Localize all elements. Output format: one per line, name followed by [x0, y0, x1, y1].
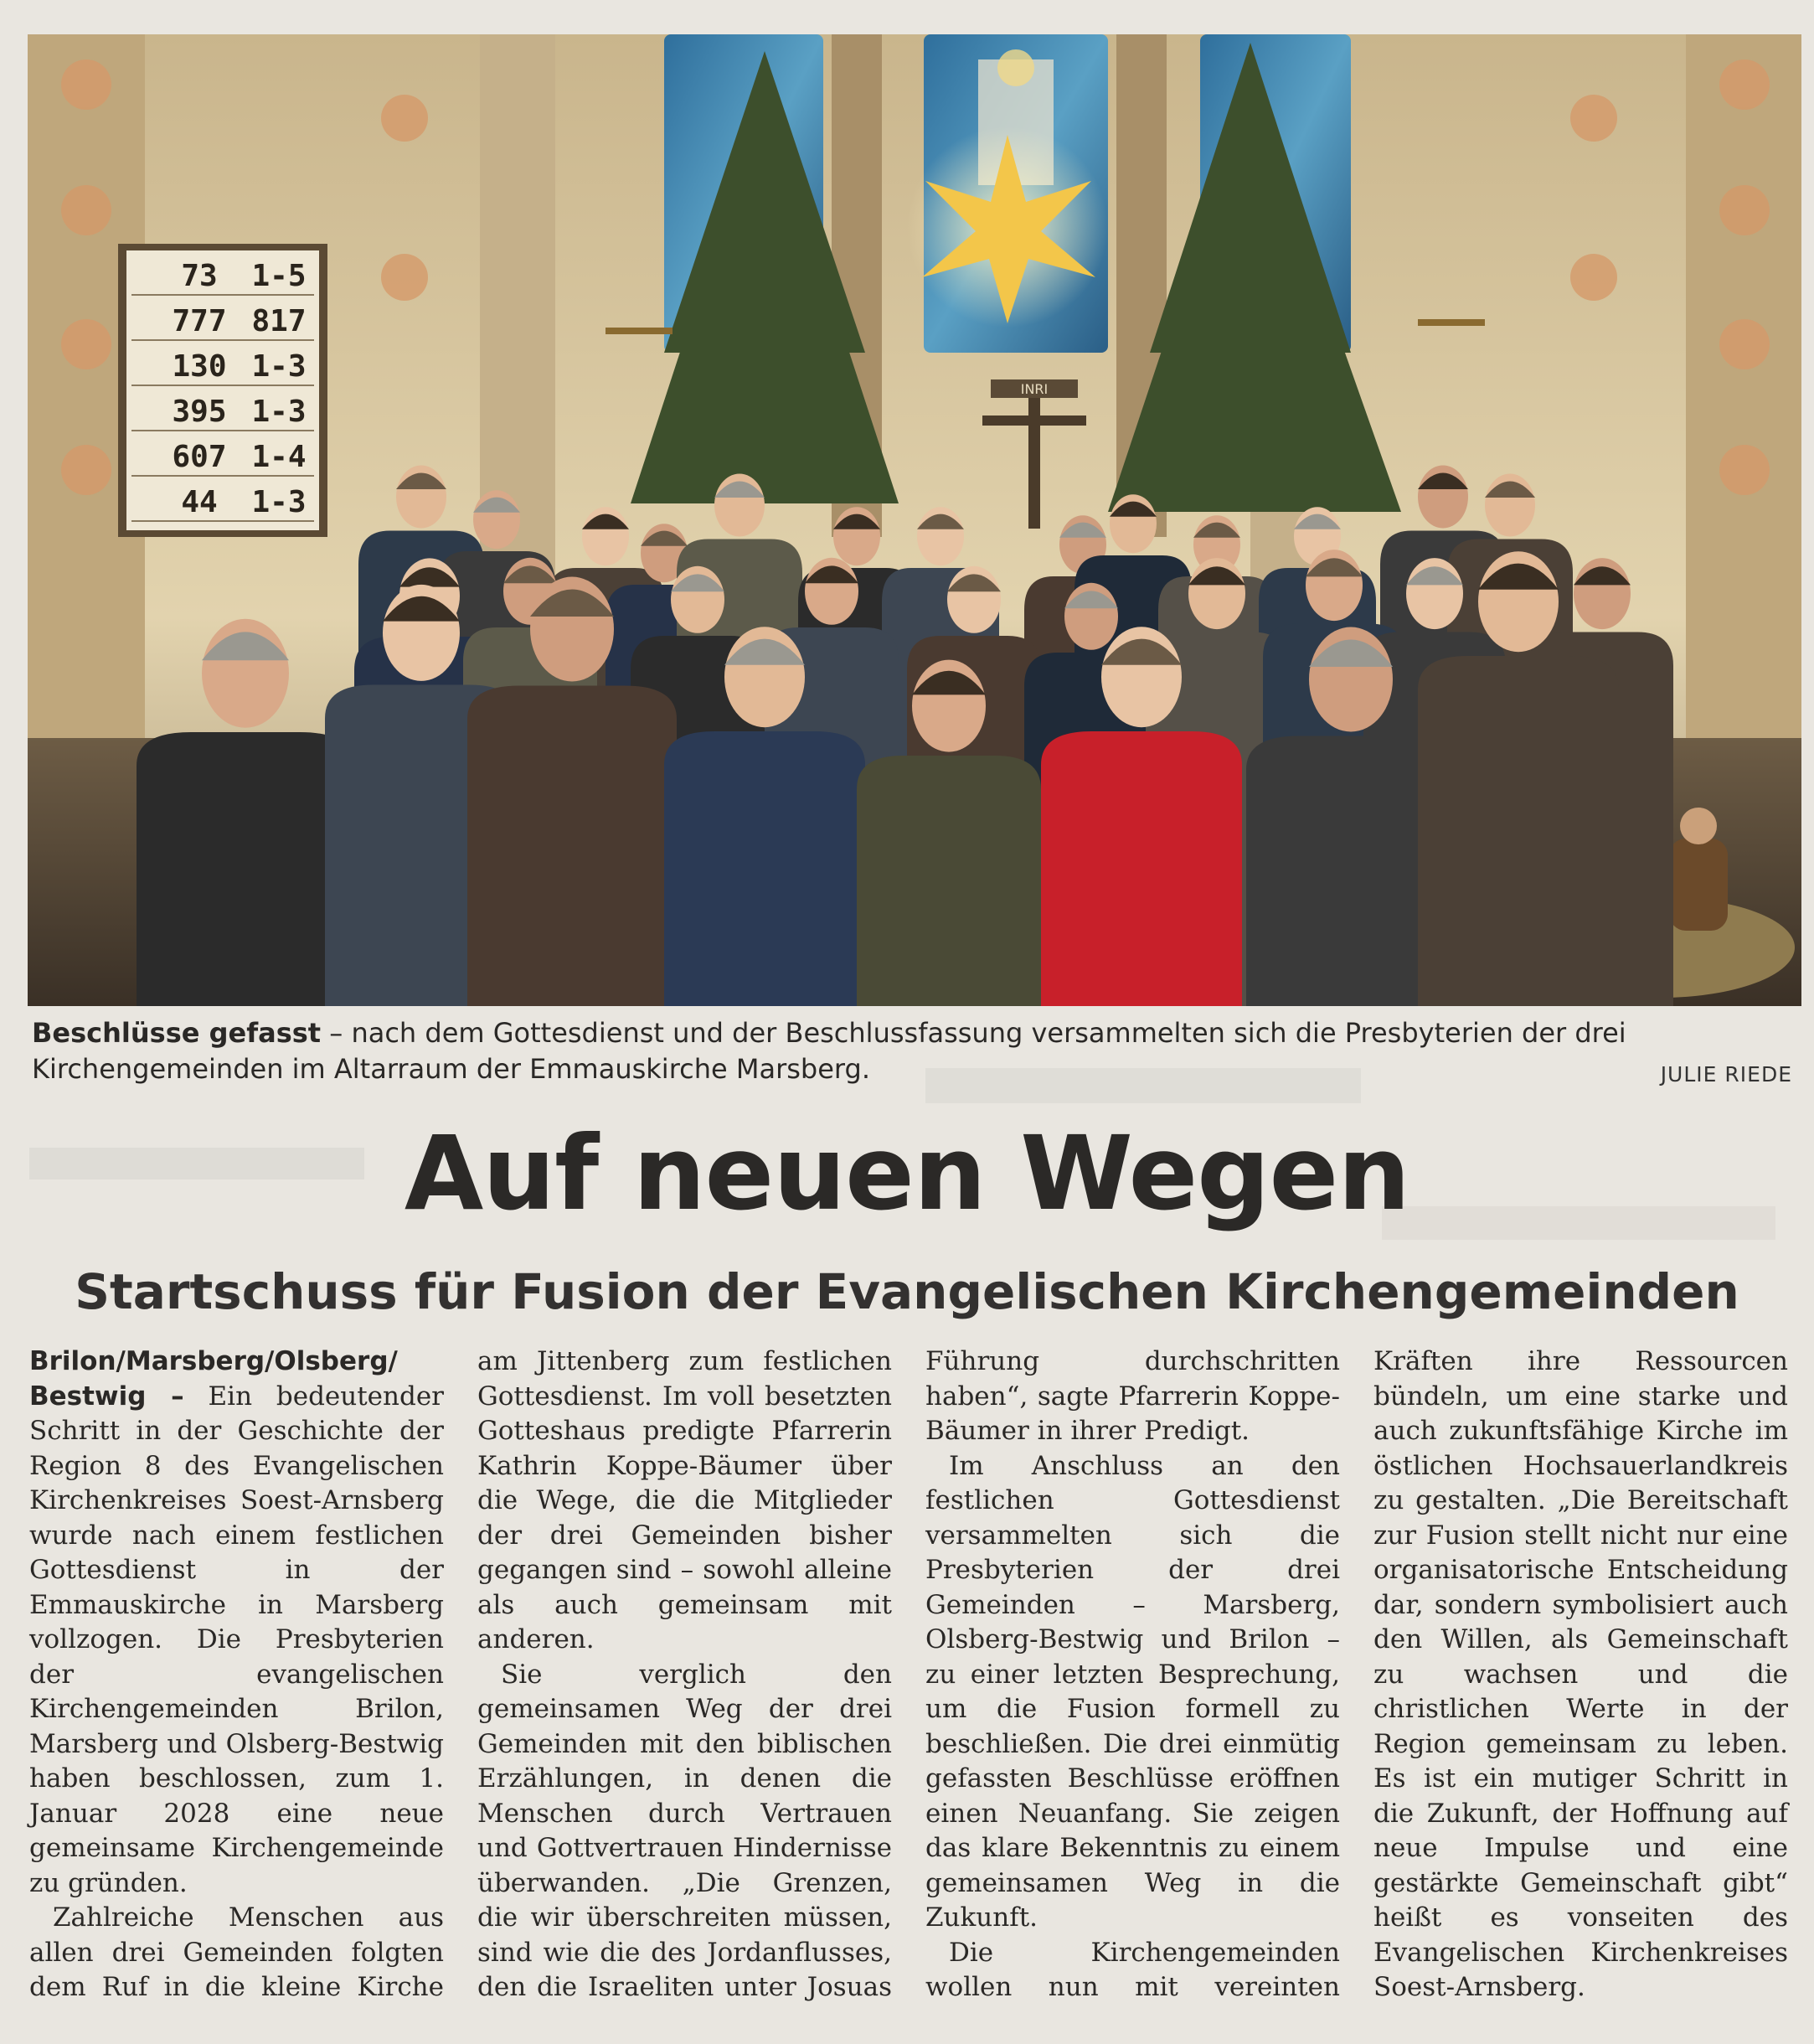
hymn-number: 395: [172, 395, 227, 429]
hymn-verses: 817: [251, 304, 307, 338]
article-photo: [28, 34, 1801, 1006]
subheadline: Startschuss für Fusion der Evangelischen Kirchengemeinden: [75, 1263, 1739, 1320]
hymn-verses: 1-3: [251, 349, 307, 384]
photo-credit: JULIE RIEDE: [1660, 1062, 1792, 1087]
hymn-number: 777: [172, 304, 227, 338]
hymn-number: 73: [181, 259, 218, 293]
hymn-verses: 1-4: [251, 440, 307, 474]
article-paragraph: Die Kirchengemeinden wollen nun mit vereinten Kräften ihre Ressourcen bündeln, um eine starke und auch zukunftsfähige Kirche im östlichen Hochsauerlandkreis zu gestalten. „Die Bereitschaft zur Fusion stellt nicht nur eine organisatorische Entscheidung dar, sondern symbolisiert auch den Willen, als Gemeinschaft zu wachsen und die christlichen Werte in der Region gemeinsam zu leben. Es ist ein mutiger Schritt in die Zukunft, der Hoffnung auf neue Impulse und eine gestärkte Gemeinschaft gibt“ heißt es vonseiten des Evangelischen Kirchenkreises Soest-Arnsberg.: [925, 1346, 1788, 2002]
cross-inscription: INRI: [1020, 381, 1049, 397]
headline: Auf neuen Wegen: [404, 1114, 1410, 1233]
article-paragraph: Brilon/Marsberg/Olsberg/ Bestwig – Ein bedeutender Schritt in der Geschichte der Region 8 des Evangelischen Kirchenkreises Soest-Arnsberg wurde nach einem festlichen Gottesdienst in der Emmauskirche in Marsberg vollzogen. Die Presbyterien der evangelischen Kirchengemeinden Brilon, Marsberg und Olsberg-Bestwig haben beschlossen, zum 1. Januar 2028 eine neue gemeinsame Kirchengemeinde zu gründen.: [29, 1346, 445, 1898]
caption-text: – nach dem Gottesdienst und der Beschlussfassung versammelten sich die Presbyterien der drei Kirchengemeinden im Altarraum der Emmauskirche Marsberg.: [32, 1017, 1626, 1085]
bleed-through-right: [925, 1068, 1361, 1103]
photo-caption: [32, 1015, 1799, 1087]
hymn-verses: 1-3: [251, 395, 307, 429]
hymn-number: 130: [172, 349, 227, 384]
caption-lead: Beschlüsse gefasst: [32, 1017, 322, 1049]
hymn-verses: 1-5: [251, 259, 307, 293]
dateline: Brilon/Marsberg/Olsberg/ Bestwig –: [29, 1346, 398, 1412]
article-body: [29, 1345, 1788, 2015]
article-paragraph: Zahlreiche Menschen aus allen drei Gemeinden folgten dem Ruf in die kleine Kirche am Jittenberg zum festlichen Gottesdienst. Im voll besetzten Gotteshaus predigte Pfarrerin Kathrin Koppe-Bäumer über die Wege, die die Mitglieder der drei Gemeinden bisher gegangen sind – sowohl alleine als auch gemeinsam mit anderen.: [29, 1346, 892, 2002]
hymn-number: 607: [172, 440, 227, 474]
hymn-number: 44: [181, 485, 218, 519]
church-group-photo: [28, 34, 1801, 1006]
advent-star: [907, 126, 1108, 328]
article-paragraph: Sie verglich den gemeinsamen Weg der drei Gemeinden mit den biblischen Erzählungen, in denen die Menschen durch Vertrauen und Gottvertrauen Hindernisse überwanden. „Die Grenzen, die wir überschreiten müssen, sind wie die des Jordanflusses, den die Israeliten unter Josuas Führung durchschritten haben“, sagte Pfarrerin Koppe-Bäumer in ihrer Predigt.: [477, 1346, 1340, 2002]
article-paragraph: Im Anschluss an den festlichen Gottesdienst versammelten sich die Presbyterien der drei Gemeinden – Marsberg, Olsberg-Bestwig und Brilon – zu einer letzten Besprechung, um die Fusion formell zu beschließen. Die drei einmütig gefassten Beschlüsse eröffnen einen Neuanfang. Sie zeigen das klare Bekenntnis zu einem gemeinsamen Weg in die Zukunft.: [925, 1450, 1340, 1933]
hymn-number-board: [118, 244, 327, 537]
hymn-verses: 1-3: [251, 485, 307, 519]
